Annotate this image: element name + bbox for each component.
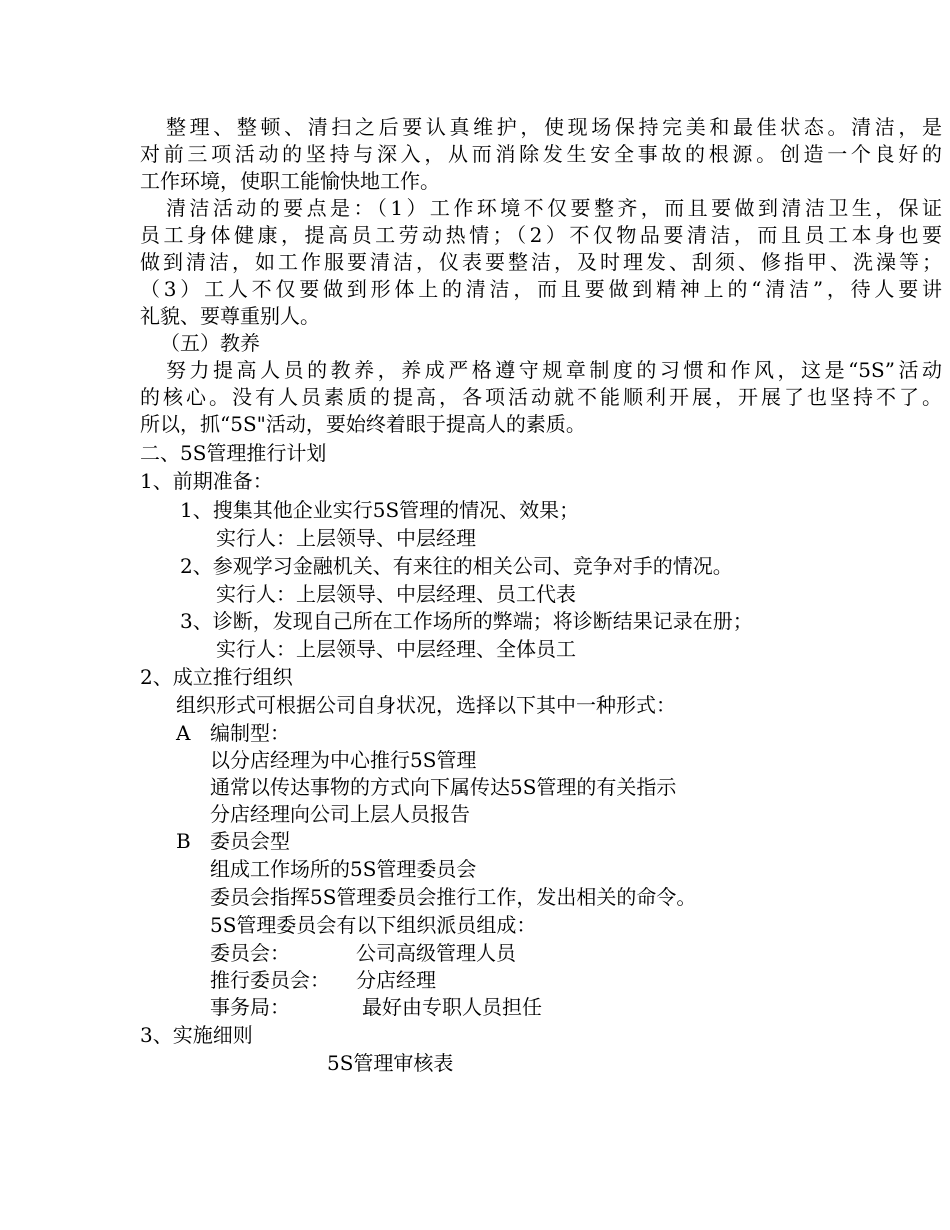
list-item: 3、诊断，发现自己所在工作场所的弊端；将诊断结果记录在册；	[180, 609, 753, 633]
member-desc: 分店经理	[356, 968, 436, 992]
paragraph-line: 礼貌、要尊重别人。	[140, 304, 320, 328]
member-role: 委员会：	[210, 941, 290, 965]
paragraph-line: 所以，抓“5S"活动，要始终着眼于提高人的素质。	[140, 412, 586, 436]
section-title: 1、前期准备：	[140, 469, 273, 493]
type-line: 组成工作场所的5S管理委员会	[210, 857, 477, 881]
type-label: A	[176, 721, 191, 745]
type-line: 通常以传达事物的方式向下属传达5S管理的有关指示	[210, 775, 677, 799]
type-line: 以分店经理为中心推行5S管理	[210, 748, 477, 772]
paragraph-line: 整理、整顿、清扫之后要认真维护，使现场保持完美和最佳状态。清洁，是	[166, 115, 942, 139]
list-item: 2、参观学习金融机关、有来往的相关公司、竞争对手的情况。	[180, 554, 733, 578]
type-name: 编制型：	[210, 721, 290, 745]
section-intro: 组织形式可根据公司自身状况，选择以下其中一种形式：	[176, 693, 676, 717]
table-title: 5S管理审核表	[327, 1051, 454, 1075]
paragraph-line: 员工身体健康，提高员工劳动热情；（2）不仅物品要清洁，而且员工本身也要	[140, 223, 942, 247]
section-heading: 二、5S管理推行计划	[140, 441, 327, 465]
type-line: 委员会指挥5S管理委员会推行工作，发出相关的命令。	[210, 885, 697, 909]
member-role: 推行委员会：	[210, 968, 330, 992]
paragraph-line: 的核心。没有人员素质的提高，各项活动就不能顺利开展，开展了也坚持不了。	[140, 385, 942, 409]
paragraph-line: 清洁活动的要点是：（1）工作环境不仅要整齐，而且要做到清洁卫生，保证	[166, 196, 942, 220]
type-line: 分店经理向公司上层人员报告	[210, 802, 470, 826]
paragraph-line: 努力提高人员的教养，养成严格遵守规章制度的习惯和作风，这是“5S”活动	[166, 358, 942, 382]
type-line: 5S管理委员会有以下组织派员组成：	[210, 913, 537, 937]
section-heading: （五）教养	[160, 331, 260, 355]
paragraph-line: （3）工人不仅要做到形体上的清洁，而且要做到精神上的“清洁”，待人要讲	[140, 277, 942, 301]
section-title: 2、成立推行组织	[140, 665, 293, 689]
list-item-owner: 实行人：上层领导、中层经理、员工代表	[216, 582, 576, 606]
member-desc: 最好由专职人员担任	[362, 995, 542, 1019]
list-item: 1、搜集其他企业实行5S管理的情况、效果；	[180, 498, 580, 522]
list-item-owner: 实行人：上层领导、中层经理	[216, 526, 476, 550]
paragraph-line: 做到清洁，如工作服要清洁，仪表要整洁，及时理发、刮须、修指甲、洗澡等；	[140, 250, 942, 274]
member-desc: 公司高级管理人员	[356, 941, 516, 965]
paragraph-line: 对前三项活动的坚持与深入，从而消除发生安全事故的根源。创造一个良好的	[140, 142, 942, 166]
section-title: 3、实施细则	[140, 1023, 253, 1047]
type-label: B	[176, 829, 191, 853]
type-name: 委员会型	[210, 829, 290, 853]
list-item-owner: 实行人：上层领导、中层经理、全体员工	[216, 637, 576, 661]
member-role: 事务局：	[210, 995, 290, 1019]
paragraph-line: 工作环境，使职工能愉快地工作。	[140, 169, 440, 193]
